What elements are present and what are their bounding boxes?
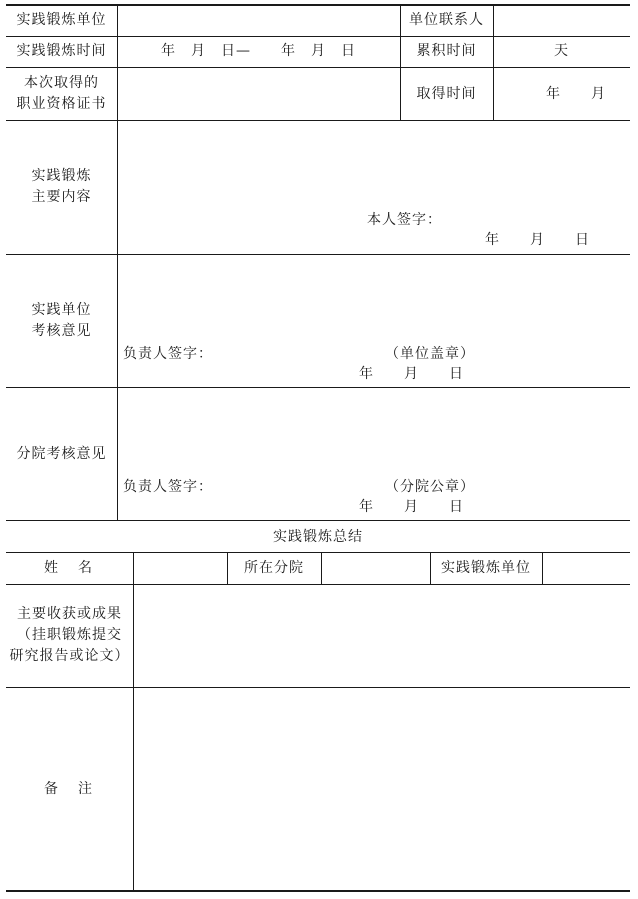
accum-unit: 天 xyxy=(554,43,569,59)
row-line xyxy=(6,67,630,68)
row-line xyxy=(6,36,630,37)
obtain-value: 年 月 xyxy=(546,86,606,102)
row-line xyxy=(6,552,630,553)
contact-label: 单位联系人 xyxy=(409,12,484,28)
unit-seal: （单位盖章） xyxy=(385,346,475,362)
branch-label: 所在分院 xyxy=(244,560,304,576)
content-label-1: 实践锻炼 xyxy=(31,168,92,184)
branch-eval-label: 分院考核意见 xyxy=(16,446,107,462)
row-line xyxy=(6,687,630,688)
col-line xyxy=(321,552,322,585)
branch-seal: （分院公章） xyxy=(385,479,475,495)
cert-label-1: 本次取得的 xyxy=(24,75,99,91)
accum-label: 累积时间 xyxy=(416,43,477,59)
results-label-2: （挂职锻炼提交 xyxy=(17,627,122,643)
unit-eval-label-1: 实践单位 xyxy=(31,302,92,318)
time-range: 年 月 日— 年 月 日 xyxy=(161,43,356,59)
col-line xyxy=(117,4,118,521)
col-line xyxy=(542,552,543,585)
results-label-3: 研究报告或论文） xyxy=(9,648,130,664)
results-label-1: 主要收获或成果 xyxy=(17,606,122,622)
row-line xyxy=(6,520,630,521)
summary-unit-label: 实践锻炼单位 xyxy=(441,560,531,576)
remarks-label: 备 注 xyxy=(44,781,95,797)
unit-resp-sign: 负责人签字： xyxy=(123,346,213,362)
obtain-label: 取得时间 xyxy=(416,86,477,102)
self-date: 年 月 日 xyxy=(485,232,590,248)
row-line xyxy=(6,254,630,255)
col-line xyxy=(493,4,494,121)
branch-date: 年 月 日 xyxy=(359,499,464,515)
content-label-2: 主要内容 xyxy=(31,189,92,205)
row-line xyxy=(6,120,630,121)
row-line xyxy=(6,387,630,388)
top-border xyxy=(6,4,630,6)
summary-title: 实践锻炼总结 xyxy=(273,529,363,545)
name-label: 姓 名 xyxy=(44,560,95,576)
cert-label-2: 职业资格证书 xyxy=(16,96,107,112)
bottom-border xyxy=(6,890,630,892)
unit-date: 年 月 日 xyxy=(359,366,464,382)
branch-resp-sign: 负责人签字： xyxy=(123,479,213,495)
time-label: 实践锻炼时间 xyxy=(16,43,107,59)
unit-eval-label-2: 考核意见 xyxy=(31,323,92,339)
self-sign-label: 本人签字： xyxy=(367,212,442,228)
row-line xyxy=(6,584,630,585)
unit-label: 实践锻炼单位 xyxy=(16,12,107,28)
col-line xyxy=(133,552,134,891)
